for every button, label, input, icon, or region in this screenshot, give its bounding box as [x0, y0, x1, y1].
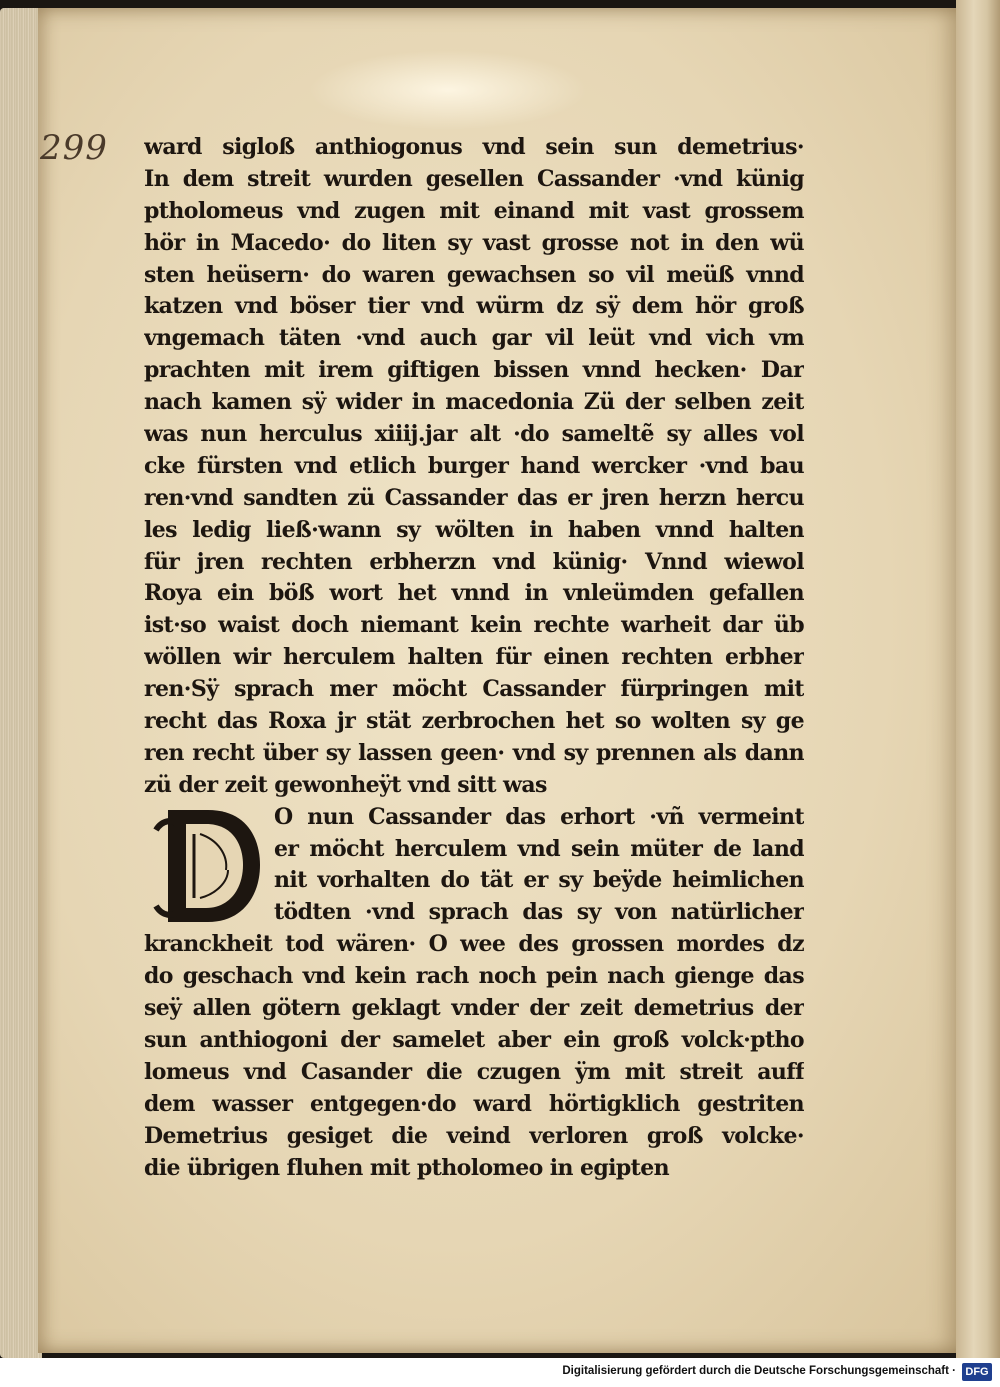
footer-bar [0, 1358, 1000, 1387]
text-line: cke fürsten vnd etlich burger hand wercker ·vnd bau [144, 452, 804, 479]
text-line: dem wasser entgegen·do ward hörtigklich gestriten [144, 1090, 804, 1117]
text-line: O nun Cassander das erhort ·vñ vermeint [274, 803, 804, 830]
dfg-logo: DFG [962, 1363, 992, 1381]
text-line: Roya ein böß wort het vnnd in vnleümden gefallen [144, 580, 804, 607]
body-text [144, 132, 804, 1184]
text-line: er möcht herculem vnd sein müter de land [274, 835, 804, 862]
text-line: ptholomeus vnd zugen mit einand mit vast grossem [144, 197, 804, 224]
paper-damage [308, 50, 588, 130]
text-line: ren·vnd sandten zü Cassander das er jren herzn hercu [144, 484, 804, 511]
text-line: seÿ allen götern geklagt vnder der zeit demetrius der [144, 995, 804, 1022]
text-line: für jren rechten erbherzn vnd künig· Vnnd wiewol [144, 548, 804, 575]
text-line: was nun herculus xiiij.jar alt ·do sameltẽ sy alles vol [144, 421, 804, 448]
text-line: lomeus vnd Casander die czugen ÿm mit streit auff [144, 1058, 804, 1085]
text-line: ren·Sÿ sprach mer möcht Cassander fürpringen mit [144, 676, 804, 703]
text-line: Demetrius gesiget die veind verloren groß volcke· [144, 1122, 804, 1149]
text-line: wöllen wir herculem halten für einen rechten erbher [144, 644, 804, 671]
text-line: ist·so waist doch niemant kein rechte warheit dar üb [144, 612, 804, 639]
text-line: katzen vnd böser tier vnd würm dz sÿ dem hör groß [144, 293, 804, 320]
text-line: ren recht über sy lassen geen· vnd sy prennen als dann [144, 739, 804, 766]
text-line: les ledig ließ·wann sy wölten in haben vnnd halten [144, 516, 804, 543]
text-line: vngemach täten ·vnd auch gar vil leüt vnd vich vm [144, 325, 804, 352]
text-line: ward sigloß anthiogonus vnd sein sun demetrius· [144, 134, 804, 160]
text-line: sun anthiogoni der samelet aber ein groß volck·ptho [144, 1026, 804, 1053]
folio-number: 299 [40, 128, 108, 168]
page-edges-left [0, 8, 42, 1358]
text-line: tödten ·vnd sprach das sy von natürlicher [274, 899, 804, 926]
text-line: prachten mit irem giftigen bissen vnnd hecken· Dar [144, 357, 804, 384]
text-line: recht das Roxa jr stät zerbrochen het so wolten sy ge [144, 708, 804, 735]
page-edges-right [956, 0, 1000, 1358]
text-line: die übrigen fluhen mit ptholomeo in egipten [144, 1154, 670, 1181]
text-line: do geschach vnd kein rach noch pein nach gienge das [144, 963, 804, 990]
text-line: kranckheit tod wären· O wee des grossen mordes dz [144, 931, 804, 958]
text-line: In dem streit wurden gesellen Cassander ·vnd künig [144, 165, 804, 192]
text-line: zü der zeit gewonheÿt vnd sitt was [144, 771, 547, 798]
funding-credit: Digitalisierung gefördert durch die Deutsche Forschungsgemeinschaft · [562, 1365, 956, 1377]
text-line: hör in Macedo· do liten sy vast grosse not in den wü [144, 229, 804, 256]
text-line: nach kamen sÿ wider in macedonia Zü der selben zeit [144, 389, 804, 416]
text-line: sten heüsern· do waren gewachsen so vil meüß vnnd [144, 261, 804, 288]
text-line: nit vorhalten do tät er sy beÿde heimlichen [274, 867, 804, 894]
